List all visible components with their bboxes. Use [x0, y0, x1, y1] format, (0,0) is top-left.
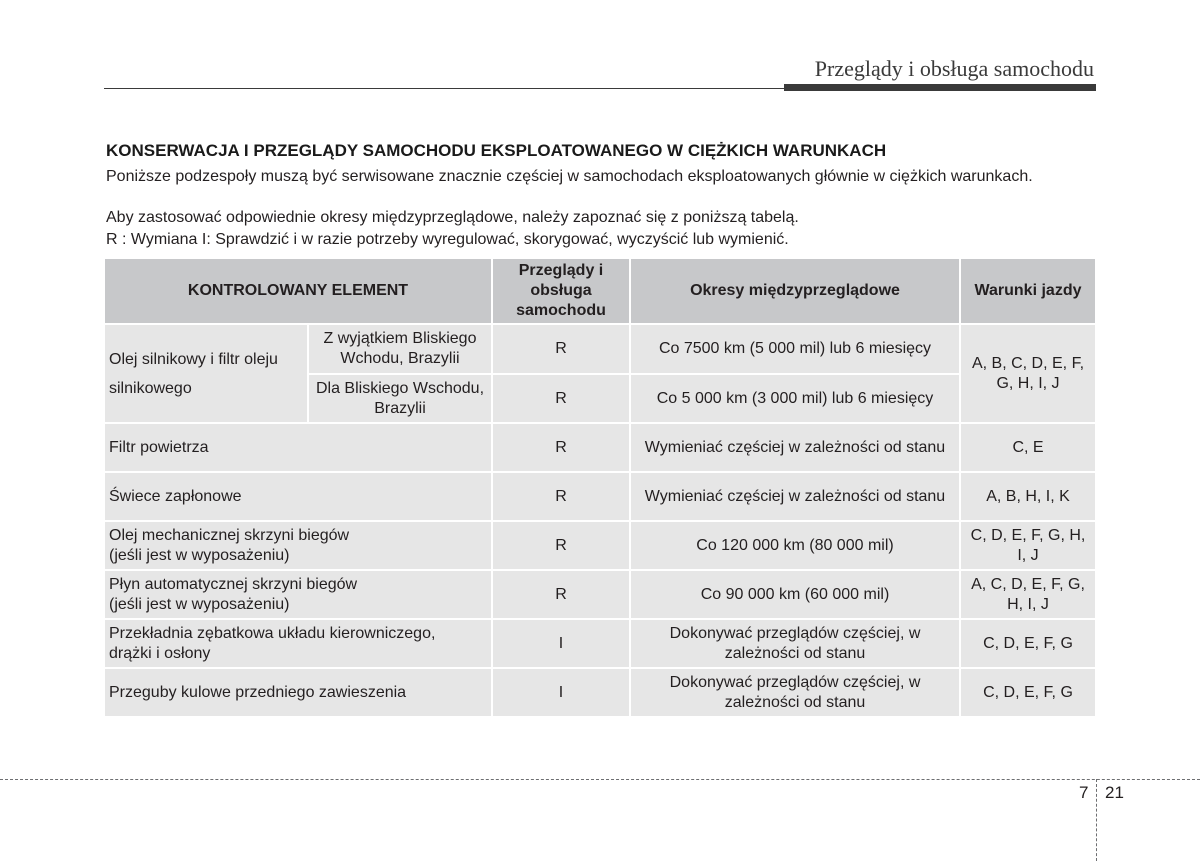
conditions-cell: A, B, C, D, E, F, G, H, I, J: [960, 324, 1096, 423]
running-header-title: Przeglądy i obsługa samochodu: [814, 56, 1094, 81]
table-row: [104, 668, 1096, 717]
table-row: [104, 423, 1096, 472]
item-cell: Olej mechanicznej skrzyni biegów (jeśli jest w wyposażeniu): [104, 521, 492, 570]
table-row: [104, 472, 1096, 521]
table-row: [104, 324, 1096, 374]
conditions-cell: C, E: [960, 423, 1096, 472]
header-conditions: Warunki jazdy: [960, 258, 1096, 324]
header-rule-accent: [784, 84, 1096, 91]
interval-cell: Wymieniać częściej w zależności od stanu: [630, 423, 960, 472]
interval-cell: Co 90 000 km (60 000 mil): [630, 570, 960, 619]
variant-cell: Z wyjątkiem Bliskiego Wchodu, Brazylii: [308, 324, 492, 374]
item-cell: Olej silnikowy i filtr oleju silnikowego: [104, 324, 308, 423]
header-interval: Okresy międzyprzeglądowe: [630, 258, 960, 324]
table-header-row: [104, 258, 1096, 324]
conditions-cell: A, C, D, E, F, G, H, I, J: [960, 570, 1096, 619]
service-cell: R: [492, 472, 630, 521]
service-cell: I: [492, 668, 630, 717]
service-cell: R: [492, 570, 630, 619]
service-cell: I: [492, 619, 630, 668]
table-row: [104, 570, 1096, 619]
chapter-number: 7: [1079, 783, 1089, 802]
conditions-cell: C, D, E, F, G, H, I, J: [960, 521, 1096, 570]
footer-divider: [0, 779, 1200, 780]
intro-paragraph: Poniższe podzespoły muszą być serwisowane znacznie częściej w samochodach eksploatowanych głównie w ciężkich warunkach.: [106, 168, 1033, 185]
item-cell: Filtr powietrza: [104, 423, 492, 472]
header-service: Przeglądy i obsługa samochodu: [492, 258, 630, 324]
variant-cell: Dla Bliskiego Wschodu, Brazylii: [308, 374, 492, 423]
table-row: [104, 521, 1096, 570]
conditions-cell: C, D, E, F, G: [960, 668, 1096, 717]
intro-paragraph: Aby zastosować odpowiednie okresy międzyprzeglądowe, należy zapoznać się z poniższą tabelą.: [106, 209, 799, 226]
interval-cell: Wymieniać częściej w zależności od stanu: [630, 472, 960, 521]
item-cell: Przekładnia zębatkowa układu kierowniczego, drążki i osłony: [104, 619, 492, 668]
service-cell: R: [492, 423, 630, 472]
interval-cell: Co 120 000 km (80 000 mil): [630, 521, 960, 570]
conditions-cell: C, D, E, F, G: [960, 619, 1096, 668]
interval-cell: Co 5 000 km (3 000 mil) lub 6 miesięcy: [630, 374, 960, 423]
service-cell: R: [492, 324, 630, 374]
section-title: KONSERWACJA I PRZEGLĄDY SAMOCHODU EKSPLOATOWANEGO W CIĘŻKICH WARUNKACH: [106, 141, 887, 160]
item-cell: Świece zapłonowe: [104, 472, 492, 521]
interval-cell: Dokonywać przeglądów częściej, w zależności od stanu: [630, 668, 960, 717]
maintenance-table: [103, 257, 1097, 718]
service-cell: R: [492, 374, 630, 423]
interval-cell: Dokonywać przeglądów częściej, w zależności od stanu: [630, 619, 960, 668]
table-row: [104, 619, 1096, 668]
header-item: KONTROLOWANY ELEMENT: [104, 258, 492, 324]
item-cell: Przeguby kulowe przedniego zawieszenia: [104, 668, 492, 717]
item-cell: Płyn automatycznej skrzyni biegów (jeśli jest w wyposażeniu): [104, 570, 492, 619]
legend-paragraph: R : Wymiana I: Sprawdzić i w razie potrzeby wyregulować, skorygować, wyczyścić lub wymienić.: [106, 231, 789, 248]
service-cell: R: [492, 521, 630, 570]
page-number: 21: [1105, 783, 1124, 802]
footer-page-divider: [1096, 779, 1097, 861]
conditions-cell: A, B, H, I, K: [960, 472, 1096, 521]
interval-cell: Co 7500 km (5 000 mil) lub 6 miesięcy: [630, 324, 960, 374]
